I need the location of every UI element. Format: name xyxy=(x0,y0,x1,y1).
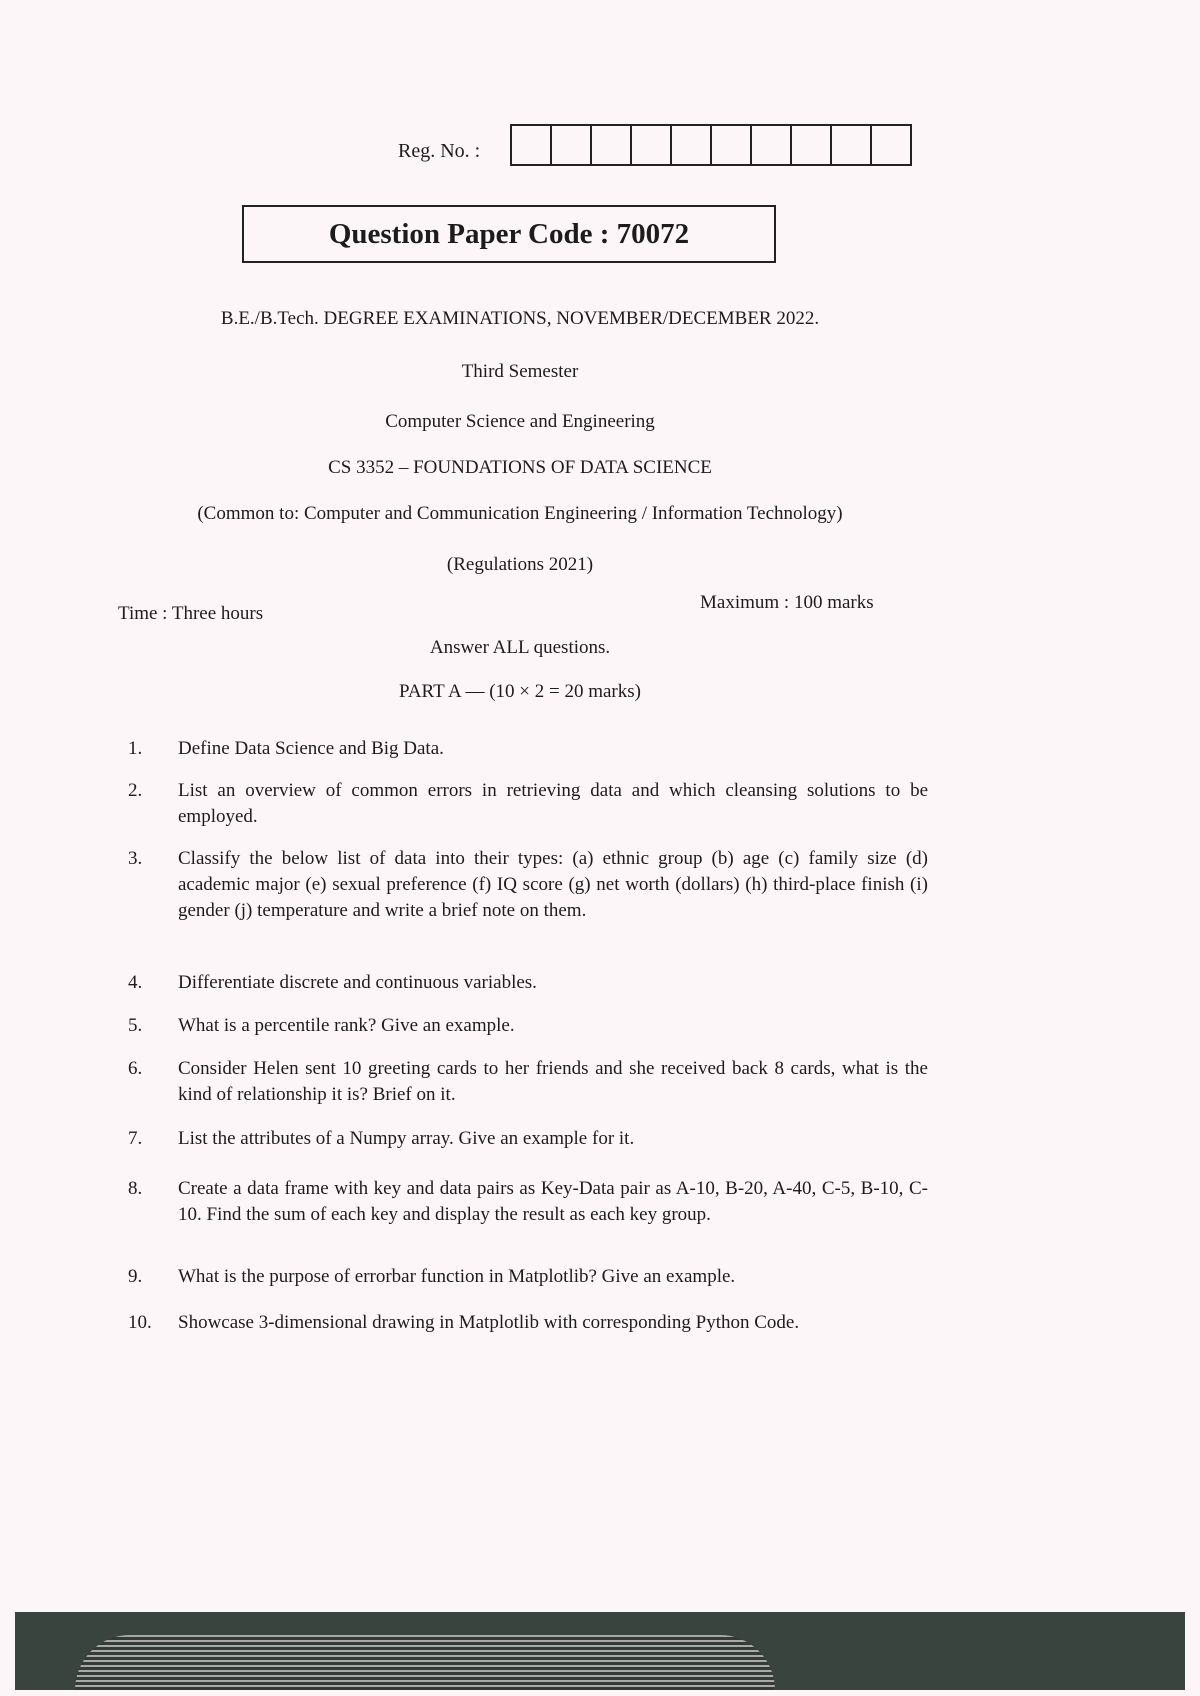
reg-no-box xyxy=(632,126,672,164)
reg-no-box xyxy=(552,126,592,164)
common-to: (Common to: Computer and Communication Engineering / Information Technology) xyxy=(197,503,843,524)
question-number: 9. xyxy=(128,1266,143,1287)
question xyxy=(128,736,928,762)
question-number: 3. xyxy=(128,848,143,869)
question xyxy=(128,1310,928,1336)
reg-no-box xyxy=(512,126,552,164)
question-number: 7. xyxy=(128,1128,143,1149)
question-text: What is the purpose of errorbar function in Matplotlib? Give an example. xyxy=(178,1266,736,1287)
reg-no-box xyxy=(672,126,712,164)
reg-no-boxes xyxy=(510,124,912,166)
question-number: 8. xyxy=(128,1178,143,1199)
question xyxy=(128,1264,928,1290)
question-number: 6. xyxy=(128,1058,143,1079)
max-marks: Maximum : 100 marks xyxy=(700,592,874,613)
question xyxy=(128,970,928,996)
part-heading: PART A — (10 × 2 = 20 marks) xyxy=(399,681,641,702)
question-number: 5. xyxy=(128,1015,143,1036)
question xyxy=(128,1056,928,1108)
question-number: 4. xyxy=(128,972,143,993)
question xyxy=(128,1126,928,1152)
question-text: List the attributes of a Numpy array. Give an example for it. xyxy=(178,1128,635,1149)
reg-no-box xyxy=(832,126,872,164)
question-text: Classify the below list of data into their types: (a) ethnic group (b) age (c) family size (d) academic major (e) sexual preference (f) IQ score (g) net worth (dollars) (h) third-place finish (i) gender (j) temperature and write a brief note on them. xyxy=(178,848,928,921)
reg-no-box xyxy=(592,126,632,164)
reg-no-box xyxy=(712,126,752,164)
semester: Third Semester xyxy=(461,361,579,382)
question-text: Showcase 3-dimensional drawing in Matplotlib with corresponding Python Code. xyxy=(178,1312,800,1333)
regulations: (Regulations 2021) xyxy=(446,554,594,575)
time: Time : Three hours xyxy=(118,603,264,624)
reg-no-box xyxy=(872,126,910,164)
question xyxy=(128,1176,928,1228)
department: Computer Science and Engineering xyxy=(385,411,655,432)
reg-no-label: Reg. No. : xyxy=(398,140,481,162)
question xyxy=(128,778,928,830)
question-number: 10. xyxy=(128,1312,152,1333)
exam-title: B.E./B.Tech. DEGREE EXAMINATIONS, NOVEMBER/DECEMBER 2022. xyxy=(220,308,820,329)
course-title: CS 3352 – FOUNDATIONS OF DATA SCIENCE xyxy=(328,457,712,478)
reg-no-box xyxy=(752,126,792,164)
question xyxy=(128,1013,928,1039)
question xyxy=(128,846,928,924)
question-text: Differentiate discrete and continuous variables. xyxy=(178,972,537,993)
question-text: Define Data Science and Big Data. xyxy=(178,738,444,759)
question-text: Consider Helen sent 10 greeting cards to her friends and she received back 8 cards, what is the kind of relationship it is? Brief on it. xyxy=(178,1058,928,1105)
question-number: 2. xyxy=(128,780,143,801)
instruction: Answer ALL questions. xyxy=(429,637,611,658)
question-paper-code: Question Paper Code : 70072 xyxy=(242,205,776,263)
question-number: 1. xyxy=(128,738,143,759)
reg-no-box xyxy=(792,126,832,164)
question-text: What is a percentile rank? Give an example. xyxy=(178,1015,515,1036)
question-text: Create a data frame with key and data pairs as Key-Data pair as A-10, B-20, A-40, C-5, B-10, C-10. Find the sum of each key and display the result as each key group. xyxy=(178,1178,928,1225)
question-text: List an overview of common errors in retrieving data and which cleansing solutions to be employed. xyxy=(178,780,928,827)
scan-stripe-artifact xyxy=(75,1635,775,1690)
